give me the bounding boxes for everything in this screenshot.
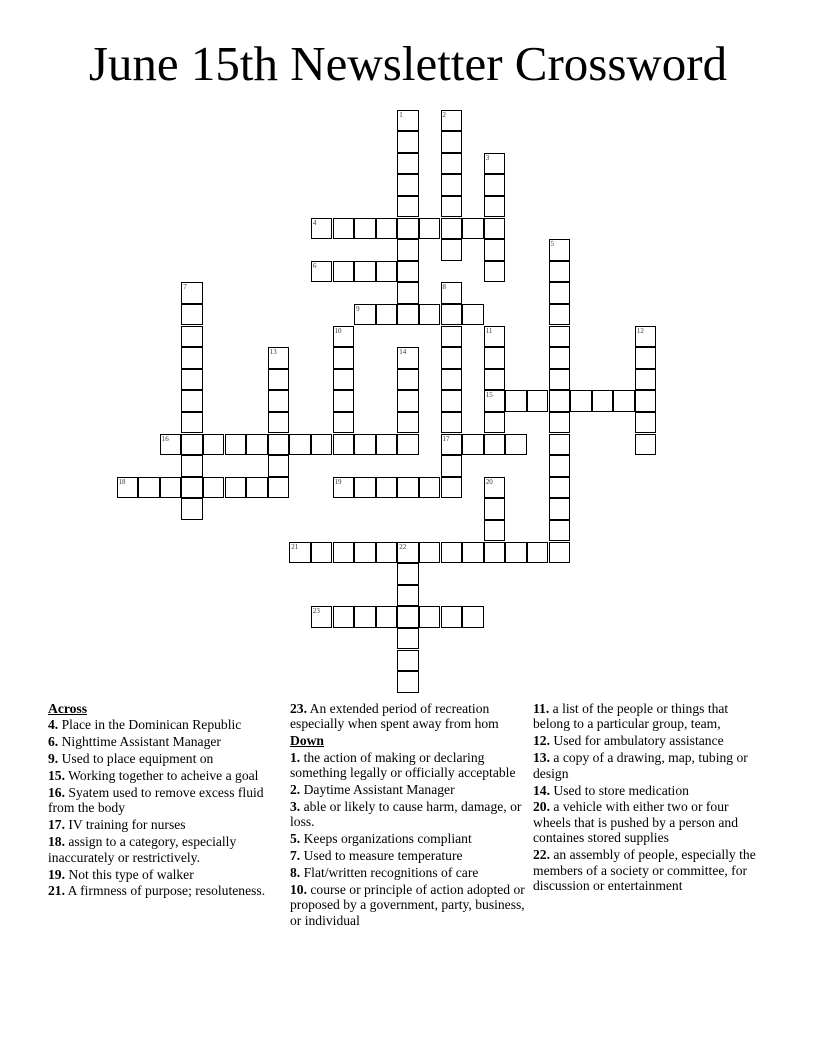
grid-cell[interactable] (354, 304, 376, 326)
grid-cell[interactable] (397, 153, 419, 175)
grid-cell[interactable] (549, 326, 571, 348)
grid-cell[interactable] (117, 477, 139, 499)
grid-cell[interactable] (268, 369, 290, 391)
grid-cell[interactable] (441, 412, 463, 434)
grid-cell[interactable] (419, 477, 441, 499)
grid-cell[interactable] (635, 434, 657, 456)
grid-cell[interactable] (419, 304, 441, 326)
grid-cell[interactable] (160, 434, 182, 456)
grid-cell[interactable] (441, 174, 463, 196)
clue-down-20: 20. a vehicle with either two or four wheels that is pushed by a person and containes stored supplies (533, 799, 738, 846)
grid-cell[interactable] (397, 304, 419, 326)
grid-cell[interactable] (441, 347, 463, 369)
grid-cell[interactable] (311, 434, 333, 456)
grid-cell[interactable] (397, 131, 419, 153)
clue-across-6: 6. Nighttime Assistant Manager (48, 734, 221, 750)
cell-number: 20 (485, 477, 493, 486)
grid-cell[interactable] (441, 304, 463, 326)
grid-cell[interactable] (397, 477, 419, 499)
grid-cell[interactable] (484, 347, 506, 369)
grid-cell[interactable] (181, 282, 203, 304)
grid-cell[interactable] (397, 196, 419, 218)
grid-cell[interactable] (549, 434, 571, 456)
grid-cell[interactable] (462, 218, 484, 240)
grid-cell[interactable] (246, 434, 268, 456)
grid-cell[interactable] (549, 412, 571, 434)
clue-down-7: 7. Used to measure temperature (290, 848, 463, 864)
grid-cell[interactable] (549, 369, 571, 391)
grid-cell[interactable] (505, 434, 527, 456)
cell-number: 4 (312, 218, 317, 227)
clue-across-15: 15. Working together to acheive a goal (48, 768, 259, 784)
clue-down-1: 1. the action of making or declaring something legally or officially acceptable (290, 749, 516, 781)
grid-cell[interactable] (181, 347, 203, 369)
grid-cell[interactable] (311, 542, 333, 564)
grid-cell[interactable] (246, 477, 268, 499)
grid-cell[interactable] (333, 606, 355, 628)
cell-number: 19 (334, 477, 342, 486)
cell-number: 15 (485, 391, 493, 400)
grid-cell[interactable] (376, 261, 398, 283)
cell-number: 1 (399, 110, 403, 119)
grid-cell[interactable] (397, 412, 419, 434)
grid-cell[interactable] (484, 174, 506, 196)
cell-number: 18 (118, 477, 126, 486)
grid-cell[interactable] (484, 218, 506, 240)
grid-cell[interactable] (549, 520, 571, 542)
grid-cell[interactable] (225, 477, 247, 499)
grid-cell[interactable] (181, 434, 203, 456)
cell-number: 9 (356, 304, 360, 313)
grid-cell[interactable] (268, 347, 290, 369)
grid-cell[interactable] (333, 369, 355, 391)
grid-cell[interactable] (333, 412, 355, 434)
grid-cell[interactable] (333, 542, 355, 564)
grid-cell[interactable] (570, 390, 592, 412)
grid-cell[interactable] (181, 477, 203, 499)
grid-cell[interactable] (484, 196, 506, 218)
grid-cell[interactable] (549, 347, 571, 369)
grid-cell[interactable] (549, 542, 571, 564)
grid-cell[interactable] (419, 542, 441, 564)
grid-cell[interactable] (441, 606, 463, 628)
grid-cell[interactable] (333, 390, 355, 412)
grid-cell[interactable] (268, 390, 290, 412)
grid-cell[interactable] (635, 369, 657, 391)
clue-across-16: 16. Syatem used to remove excess fluid from the body (48, 785, 264, 816)
grid-cell[interactable] (268, 412, 290, 434)
clue-down-3: 3. able or likely to cause harm, damage, or loss. (290, 798, 522, 830)
clue-down-2: 2. Daytime Assistant Manager (290, 782, 455, 798)
grid-cell[interactable] (505, 390, 527, 412)
grid-cell[interactable] (441, 369, 463, 391)
cell-number: 3 (485, 153, 490, 162)
grid-cell[interactable] (484, 434, 506, 456)
down-header: Down (290, 733, 324, 749)
grid-cell[interactable] (484, 326, 506, 348)
cell-number: 11 (485, 326, 493, 335)
grid-cell[interactable] (419, 218, 441, 240)
grid-cell[interactable] (484, 542, 506, 564)
grid-cell[interactable] (289, 542, 311, 564)
grid-cell[interactable] (181, 455, 203, 477)
grid-cell[interactable] (333, 347, 355, 369)
grid-cell[interactable] (203, 434, 225, 456)
grid-cell[interactable] (484, 261, 506, 283)
cell-number: 5 (550, 240, 554, 249)
grid-cell[interactable] (354, 218, 376, 240)
grid-cell[interactable] (397, 239, 419, 261)
cell-number: 10 (334, 326, 342, 335)
grid-cell[interactable] (333, 218, 355, 240)
grid-cell[interactable] (441, 390, 463, 412)
grid-cell[interactable] (549, 261, 571, 283)
grid-cell[interactable] (441, 455, 463, 477)
grid-cell[interactable] (289, 434, 311, 456)
grid-cell[interactable] (527, 542, 549, 564)
cell-number: 2 (442, 110, 446, 119)
cell-number: 6 (312, 261, 317, 270)
grid-cell[interactable] (441, 477, 463, 499)
grid-cell[interactable] (592, 390, 614, 412)
grid-cell[interactable] (441, 110, 463, 132)
clue-down-5: 5. Keeps organizations compliant (290, 831, 472, 847)
grid-cell[interactable] (203, 477, 225, 499)
grid-cell[interactable] (181, 326, 203, 348)
grid-cell[interactable] (376, 434, 398, 456)
clues-column-3 (533, 701, 768, 895)
grid-cell[interactable] (376, 218, 398, 240)
clue-across-18: 18. assign to a category, especially inaccurately or restrictively. (48, 834, 237, 865)
grid-cell[interactable] (354, 434, 376, 456)
grid-cell[interactable] (181, 369, 203, 391)
grid-cell[interactable] (613, 390, 635, 412)
clue-down-10: 10. course or principle of action adopted or proposed by a government, party, business, or individual (290, 881, 525, 928)
clue-down-11: 11. a list of the people or things that belong to a particular group, team, (533, 701, 729, 732)
cell-number: 16 (161, 434, 169, 443)
grid-cell[interactable] (181, 498, 203, 520)
grid-cell[interactable] (635, 412, 657, 434)
grid-cell[interactable] (397, 347, 419, 369)
across-header: Across (48, 701, 88, 716)
cell-number: 21 (291, 542, 299, 551)
grid-cell[interactable] (268, 477, 290, 499)
grid-cell[interactable] (441, 434, 463, 456)
clues-column-1 (48, 701, 273, 900)
grid-cell[interactable] (484, 239, 506, 261)
grid-cell[interactable] (484, 412, 506, 434)
grid-cell[interactable] (376, 542, 398, 564)
grid-cell[interactable] (441, 239, 463, 261)
grid-cell[interactable] (181, 304, 203, 326)
grid-cell[interactable] (354, 606, 376, 628)
clue-across-9: 9. Used to place equipment on (48, 751, 214, 767)
grid-cell[interactable] (311, 606, 333, 628)
grid-cell[interactable] (376, 304, 398, 326)
grid-cell[interactable] (225, 434, 247, 456)
grid-cell[interactable] (635, 390, 657, 412)
grid-cell[interactable] (549, 477, 571, 499)
grid-cell[interactable] (635, 347, 657, 369)
cell-number: 13 (269, 348, 277, 357)
clue-down-22: 22. an assembly of people, especially the members of a society or committee, for discussion or entertainment (533, 847, 756, 893)
grid-cell[interactable] (397, 434, 419, 456)
grid-cell[interactable] (397, 110, 419, 132)
grid-cell[interactable] (333, 261, 355, 283)
clue-down-13: 13. a copy of a drawing, map, tubing or design (533, 750, 748, 781)
grid-cell[interactable] (462, 542, 484, 564)
grid-cell[interactable] (484, 477, 506, 499)
grid-cell[interactable] (397, 282, 419, 304)
cell-number: 14 (399, 348, 407, 357)
grid-cell[interactable] (549, 304, 571, 326)
grid-cell[interactable] (549, 239, 571, 261)
puzzle-title: June 15th Newsletter Crossword (88, 36, 728, 91)
grid-cell[interactable] (268, 455, 290, 477)
cell-number: 12 (636, 326, 644, 335)
clue-down-14: 14. Used to store medication (533, 782, 689, 798)
grid-cell[interactable] (268, 434, 290, 456)
grid-cell[interactable] (181, 412, 203, 434)
grid-cell[interactable] (397, 650, 419, 672)
clue-across-21: 21. A firmness of purpose; resoluteness. (48, 883, 266, 899)
grid-cell[interactable] (181, 390, 203, 412)
cell-number: 7 (183, 283, 187, 292)
grid-cell[interactable] (635, 326, 657, 348)
grid-cell[interactable] (397, 563, 419, 585)
grid-cell[interactable] (462, 434, 484, 456)
grid-cell[interactable] (311, 218, 333, 240)
grid-cell[interactable] (311, 261, 333, 283)
grid-cell[interactable] (419, 606, 441, 628)
grid-cell[interactable] (397, 671, 419, 693)
clues-column-2 (290, 701, 530, 930)
cell-number: 22 (399, 542, 407, 551)
cell-number: 8 (442, 283, 446, 292)
grid-cell[interactable] (484, 390, 506, 412)
grid-cell[interactable] (333, 326, 355, 348)
grid-cell[interactable] (505, 542, 527, 564)
grid-cell[interactable] (397, 628, 419, 650)
grid-cell[interactable] (549, 498, 571, 520)
grid-cell[interactable] (397, 369, 419, 391)
cell-number: 17 (442, 434, 450, 443)
grid-cell[interactable] (484, 498, 506, 520)
grid-cell[interactable] (397, 261, 419, 283)
clue-down-12: 12. Used for ambulatory assistance (533, 733, 724, 749)
grid-cell[interactable] (441, 131, 463, 153)
grid-cell[interactable] (441, 326, 463, 348)
grid-cell[interactable] (549, 390, 571, 412)
grid-cell[interactable] (376, 606, 398, 628)
grid-cell[interactable] (354, 542, 376, 564)
clue-across-23: 23. An extended period of recreation especially when spent away from hom (290, 701, 499, 732)
grid-cell[interactable] (397, 585, 419, 607)
grid-cell[interactable] (333, 477, 355, 499)
clue-across-17: 17. IV training for nurses (48, 817, 186, 833)
grid-cell[interactable] (484, 369, 506, 391)
grid-cell[interactable] (441, 542, 463, 564)
grid-cell[interactable] (397, 390, 419, 412)
grid-cell[interactable] (397, 606, 419, 628)
grid-cell[interactable] (397, 542, 419, 564)
grid-cell[interactable] (397, 218, 419, 240)
grid-cell[interactable] (484, 520, 506, 542)
grid-cell[interactable] (484, 153, 506, 175)
grid-cell[interactable] (527, 390, 549, 412)
grid-cell[interactable] (160, 477, 182, 499)
grid-cell[interactable] (397, 174, 419, 196)
grid-cell[interactable] (354, 477, 376, 499)
cell-number: 23 (312, 607, 320, 616)
clue-down-8: 8. Flat/written recognitions of care (290, 865, 479, 881)
grid-cell[interactable] (138, 477, 160, 499)
grid-cell[interactable] (441, 218, 463, 240)
grid-cell[interactable] (376, 477, 398, 499)
grid-cell[interactable] (462, 606, 484, 628)
grid-cell[interactable] (462, 304, 484, 326)
grid-cell[interactable] (441, 153, 463, 175)
grid-cell[interactable] (549, 455, 571, 477)
clue-across-19: 19. Not this type of walker (48, 866, 194, 882)
grid-cell[interactable] (441, 196, 463, 218)
grid-cell[interactable] (441, 282, 463, 304)
clue-across-4: 4. Place in the Dominican Republic (48, 717, 242, 733)
grid-cell[interactable] (549, 282, 571, 304)
grid-cell[interactable] (333, 434, 355, 456)
grid-cell[interactable] (354, 261, 376, 283)
